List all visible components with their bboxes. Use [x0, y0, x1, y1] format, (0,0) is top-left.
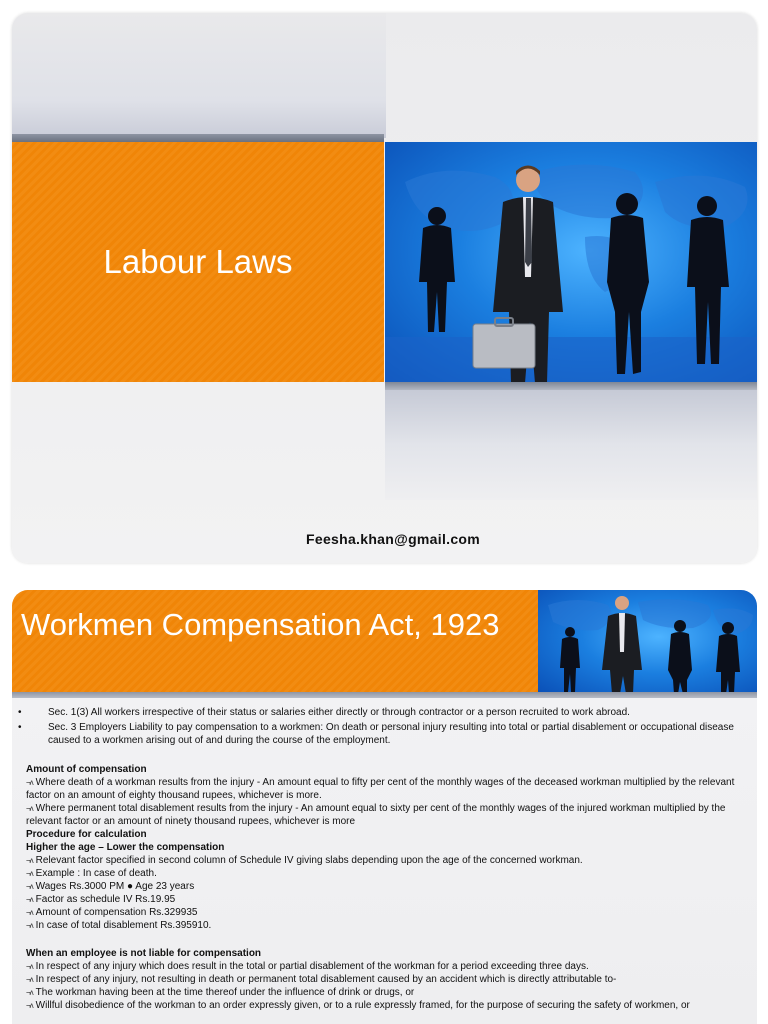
- list-item: [26, 893, 749, 906]
- list-item: [26, 867, 749, 880]
- business-people-illustration: [538, 590, 757, 694]
- list-item: [26, 999, 749, 1012]
- section-heading: Amount of compensation: [26, 764, 147, 775]
- list-item-text: Relevant factor specified in second column of Schedule IV giving slabs depending upon the age of the concerned workman.: [35, 855, 583, 866]
- section-heading: When an employee is not liable for compensation: [26, 948, 262, 959]
- title-slide: [12, 13, 757, 563]
- bullet-list: [12, 706, 757, 747]
- list-item: [26, 880, 749, 893]
- list-item-text: Sec. 3 Employers Liability to pay compensation to a workmen: On death or personal injury resulting into total or partial disablement or occupational disease caused to a workmen arising out of and during the course of the employment.: [48, 722, 734, 746]
- slide-body: [12, 706, 757, 1012]
- bullet-icon: •: [18, 722, 22, 733]
- list-item: [12, 721, 757, 747]
- bullet-icon: ¬ʌ: [26, 921, 33, 930]
- bullet-icon: ¬ʌ: [26, 778, 33, 787]
- list-item-text: Wages Rs.3000 PM ● Age 23 years: [35, 881, 195, 892]
- bullet-icon: ¬ʌ: [26, 856, 33, 865]
- bullet-icon: ¬ʌ: [26, 882, 33, 891]
- list-item: [26, 960, 749, 973]
- list-item-text: In case of total disablement Rs.395910.: [35, 920, 212, 931]
- list-item-text: Factor as schedule IV Rs.19.95: [35, 894, 176, 905]
- list-item-text: The workman having been at the time thereof under the influence of drink or drugs, or: [35, 987, 415, 998]
- not-liable-section: [12, 947, 757, 1012]
- list-item-text: Willful disobedience of the workman to an order expressly given, or to a rule expressly framed, for the purpose of securing the safety of workmen, or: [35, 1000, 690, 1011]
- section-heading: Procedure for calculation: [26, 829, 147, 840]
- list-item-text: Where death of a workman results from the injury - An amount equal to fifty per cent of the monthly wages of the deceased workman multiplied by the relevant factor on an amount of eighty thousand rupees, whichever is more.: [26, 777, 735, 801]
- list-item-text: Amount of compensation Rs.329935: [35, 907, 198, 918]
- list-item-text: Where permanent total disablement results from the injury - An amount equal to sixty per cent of the monthly wages of the injured workman multiplied by the relevant factor or an amount of ninety thousand rupees, whichever is more: [26, 803, 726, 827]
- list-item: [26, 986, 749, 999]
- list-item: [26, 919, 749, 932]
- bullet-icon: ¬ʌ: [26, 869, 33, 878]
- list-item-text: In respect of any injury, not resulting in death or permanent total disablement caused by an accident which is directly attributable to-: [35, 974, 617, 985]
- list-item-text: Sec. 1(3) All workers irrespective of their status or salaries either directly or through contractor or a person recruited to work abroad.: [48, 707, 630, 718]
- bullet-icon: ¬ʌ: [26, 975, 33, 984]
- compensation-section: [12, 763, 757, 932]
- list-item: [26, 906, 749, 919]
- content-slide: [12, 590, 757, 1024]
- list-item: [26, 776, 749, 802]
- bullet-icon: ¬ʌ: [26, 1001, 33, 1010]
- list-item: [12, 706, 757, 719]
- bullet-icon: ¬ʌ: [26, 804, 33, 813]
- decorative-glow: [385, 390, 757, 500]
- section-subheading: Higher the age – Lower the compensation: [26, 842, 225, 853]
- business-people-photo: [385, 142, 757, 383]
- bullet-icon: •: [18, 707, 22, 718]
- author-email: Feesha.khan@gmail.com: [306, 531, 481, 547]
- list-item: [26, 973, 749, 986]
- list-item: [26, 854, 749, 867]
- bullet-icon: ¬ʌ: [26, 908, 33, 917]
- slide-title: Workmen Compensation Act, 1923: [21, 607, 500, 642]
- slide-title: Labour Laws: [103, 243, 293, 280]
- business-people-illustration: [385, 142, 757, 383]
- list-item-text: Example : In case of death.: [35, 868, 157, 879]
- bullet-icon: ¬ʌ: [26, 962, 33, 971]
- divider-bar: [12, 134, 384, 142]
- decorative-glow: [12, 13, 386, 138]
- divider-bar: [385, 382, 757, 390]
- list-item: [26, 802, 749, 828]
- bullet-icon: ¬ʌ: [26, 895, 33, 904]
- divider-bar: [12, 692, 757, 698]
- bullet-icon: ¬ʌ: [26, 988, 33, 997]
- business-people-photo: [538, 590, 757, 694]
- list-item-text: In respect of any injury which does result in the total or partial disablement of the workman for a period exceeding three days.: [35, 961, 589, 972]
